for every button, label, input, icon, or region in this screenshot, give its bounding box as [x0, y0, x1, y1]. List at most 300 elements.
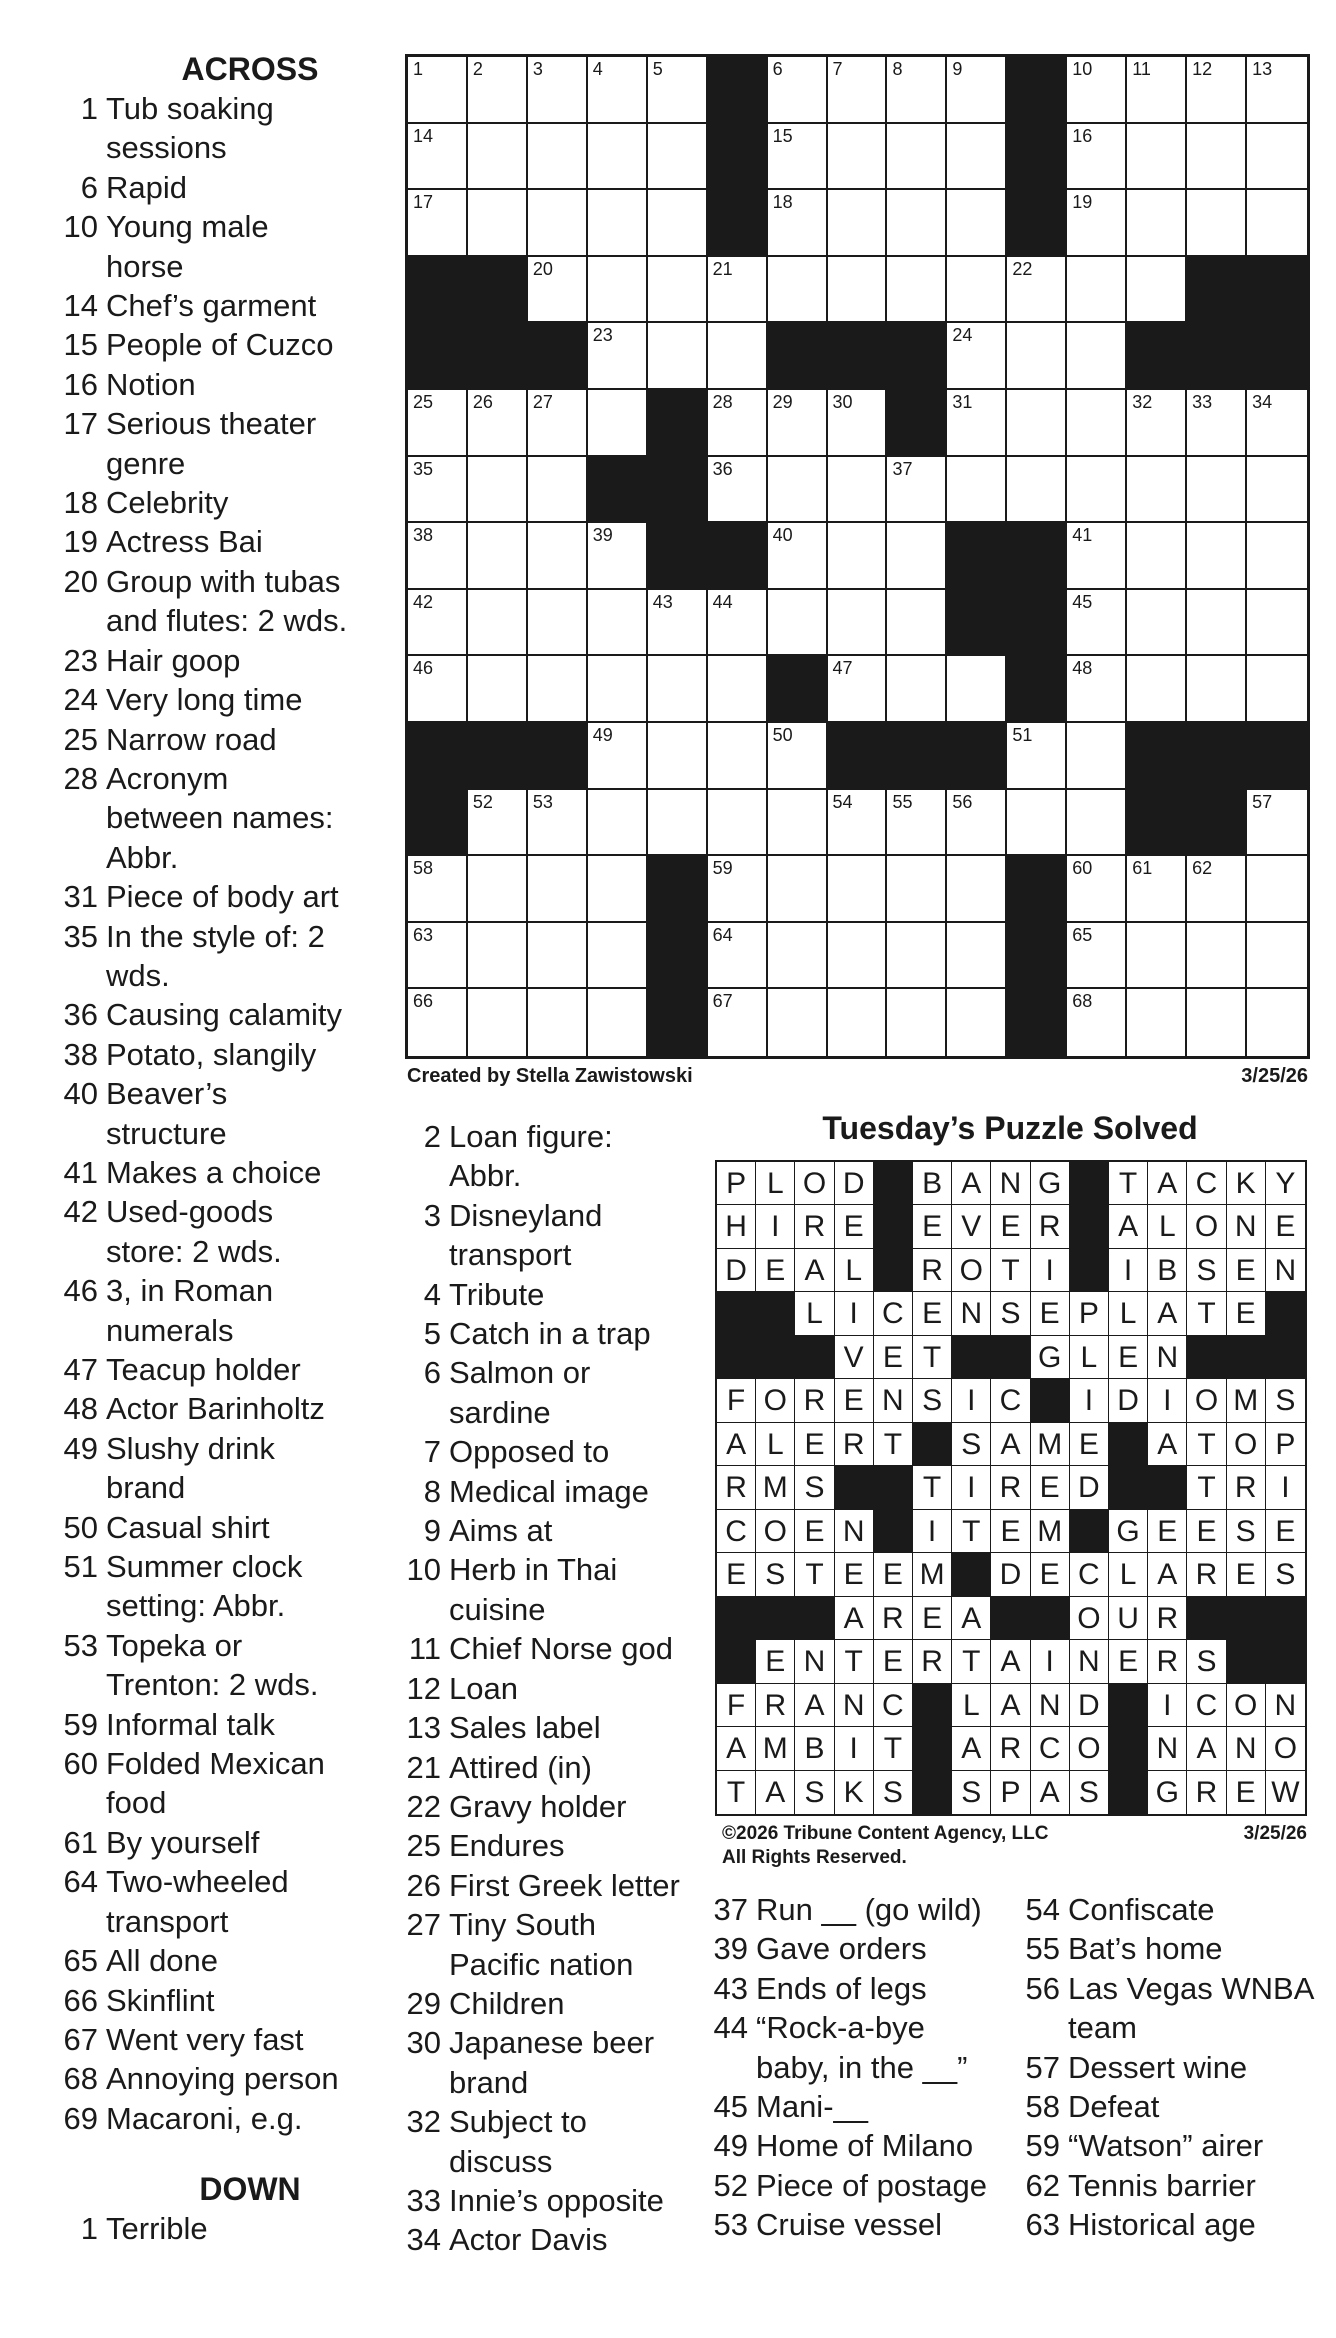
grid-cell[interactable] [588, 856, 648, 923]
cell-number: 21 [712, 258, 733, 279]
grid-cell[interactable] [588, 190, 648, 257]
grid-cell[interactable] [1247, 989, 1307, 1056]
solved-cell: G [1031, 1336, 1070, 1379]
grid-cell[interactable] [828, 257, 888, 324]
grid-cell[interactable] [768, 723, 828, 790]
clue-number: 64 [63, 1864, 98, 1900]
grid-cell[interactable] [708, 323, 768, 390]
grid-cell[interactable] [1007, 790, 1067, 857]
solved-cell: N [835, 1510, 874, 1553]
grid-cell[interactable] [1067, 323, 1127, 390]
grid-cell[interactable] [768, 923, 828, 990]
solved-cell-black [1148, 1466, 1187, 1509]
clue-text: structure [106, 1115, 227, 1151]
clue-text: Cruise vessel [756, 2207, 943, 2243]
grid-cell[interactable] [1067, 257, 1127, 324]
grid-cell[interactable] [528, 790, 588, 857]
grid-cell[interactable] [468, 790, 528, 857]
solved-cell-black [874, 1466, 913, 1509]
solved-cell: I [1109, 1249, 1148, 1292]
solved-cell: O [1227, 1684, 1266, 1727]
solved-cell-black [1266, 1597, 1305, 1640]
grid-cell[interactable] [1007, 723, 1067, 790]
cell-number: 55 [892, 791, 913, 812]
clue-text: Loan figure: [449, 1119, 613, 1154]
grid-cell[interactable] [408, 656, 468, 723]
solved-copyright-line2: All Rights Reserved. [722, 1847, 907, 1868]
solved-cell: E [1031, 1553, 1070, 1596]
solved-cell: S [1187, 1249, 1226, 1292]
grid-cell[interactable] [528, 57, 588, 124]
grid-cell[interactable] [887, 790, 947, 857]
grid-cell-black [408, 723, 468, 790]
clue-text: Gravy holder [449, 1788, 627, 1824]
solved-cell: D [835, 1162, 874, 1205]
clue-text: Pacific nation [449, 1946, 634, 1982]
grid-cell[interactable] [588, 790, 648, 857]
clue-item [60, 1271, 390, 1350]
clue-text: numerals [106, 1312, 234, 1348]
grid-cell[interactable] [887, 856, 947, 923]
grid-cell[interactable] [1067, 790, 1127, 857]
down-clue-list-4 [1022, 1890, 1336, 2245]
grid-cell[interactable] [1187, 856, 1247, 923]
cell-number: 23 [592, 325, 613, 346]
grid-cell[interactable] [1247, 656, 1307, 723]
solved-cell: S [913, 1379, 952, 1422]
grid-cell[interactable] [828, 790, 888, 857]
grid-cell[interactable] [468, 390, 528, 457]
solved-cell: A [991, 1684, 1030, 1727]
grid-cell[interactable] [768, 590, 828, 657]
grid-cell[interactable] [1127, 390, 1187, 457]
clue-number: 21 [406, 1749, 441, 1785]
grid-cell[interactable] [887, 656, 947, 723]
grid-cell[interactable] [1067, 390, 1127, 457]
solved-cell: E [1187, 1510, 1226, 1553]
clue-number: 65 [63, 1943, 98, 1979]
grid-cell[interactable] [468, 590, 528, 657]
grid-cell[interactable] [768, 57, 828, 124]
solved-cell: I [1148, 1684, 1187, 1727]
grid-cell[interactable] [887, 523, 947, 590]
grid-cell[interactable] [947, 390, 1007, 457]
solved-cell: S [756, 1553, 795, 1596]
grid-cell[interactable] [828, 923, 888, 990]
grid-cell[interactable] [588, 124, 648, 191]
grid-cell[interactable] [708, 457, 768, 524]
grid-cell[interactable] [1187, 457, 1247, 524]
clue-number: 27 [406, 1907, 441, 1943]
grid-cell[interactable] [648, 57, 708, 124]
clue-number: 55 [1025, 1931, 1060, 1967]
grid-cell[interactable] [408, 856, 468, 923]
grid-cell[interactable] [468, 523, 528, 590]
solved-cell: M [756, 1466, 795, 1509]
grid-cell[interactable] [708, 723, 768, 790]
grid-cell[interactable] [1187, 923, 1247, 990]
clue-text: By yourself [106, 1824, 260, 1860]
clue-text: Medical image [449, 1473, 649, 1509]
grid-cell[interactable] [468, 457, 528, 524]
grid-cell[interactable] [408, 124, 468, 191]
grid-cell[interactable] [947, 323, 1007, 390]
grid-cell[interactable] [1067, 523, 1127, 590]
grid-cell[interactable] [887, 989, 947, 1056]
grid-cell[interactable] [648, 790, 708, 857]
grid-cell[interactable] [828, 390, 888, 457]
clue-number: 63 [1025, 2207, 1060, 2243]
solved-cell-black [1227, 1640, 1266, 1683]
grid-cell[interactable] [828, 590, 888, 657]
grid-cell[interactable] [588, 57, 648, 124]
grid-cell[interactable] [1247, 923, 1307, 990]
grid-cell[interactable] [1247, 457, 1307, 524]
clue-item [403, 1669, 703, 1708]
solved-cell: O [1266, 1727, 1305, 1770]
grid-cell[interactable] [887, 57, 947, 124]
grid-cell[interactable] [947, 257, 1007, 324]
clue-item [403, 1826, 703, 1865]
solved-cell: E [913, 1292, 952, 1335]
clue-item [60, 759, 390, 877]
solved-cell: I [913, 1510, 952, 1553]
cell-number: 42 [413, 591, 434, 612]
solved-cell: C [991, 1379, 1030, 1422]
grid-cell[interactable] [1007, 390, 1067, 457]
clue-item [1022, 2166, 1336, 2205]
grid-cell[interactable] [588, 989, 648, 1056]
grid-cell[interactable] [588, 590, 648, 657]
grid-cell[interactable] [828, 656, 888, 723]
solved-cell-black [835, 1466, 874, 1509]
solved-cell: A [1109, 1205, 1148, 1248]
cell-number: 51 [1012, 725, 1033, 745]
grid-cell[interactable] [1067, 856, 1127, 923]
grid-cell[interactable] [1127, 989, 1187, 1056]
grid-cell[interactable] [468, 124, 528, 191]
grid-cell-black [408, 323, 468, 390]
grid-cell[interactable] [408, 590, 468, 657]
grid-cell[interactable] [468, 989, 528, 1056]
solved-cell: R [835, 1423, 874, 1466]
grid-cell-black [1187, 790, 1247, 857]
cell-number: 3 [532, 59, 543, 79]
grid-cell[interactable] [1247, 124, 1307, 191]
cell-number: 7 [832, 59, 843, 79]
solved-cell: S [991, 1292, 1030, 1335]
grid-cell[interactable] [408, 923, 468, 990]
grid-cell[interactable] [528, 989, 588, 1056]
solved-cell: E [1227, 1771, 1266, 1814]
grid-cell-black [1247, 323, 1307, 390]
grid-cell[interactable] [708, 656, 768, 723]
grid-cell[interactable] [528, 923, 588, 990]
clue-number: 50 [63, 1509, 98, 1545]
grid-cell[interactable] [468, 190, 528, 257]
grid-cell[interactable] [1247, 523, 1307, 590]
grid-cell[interactable] [1127, 656, 1187, 723]
grid-cell[interactable] [1067, 57, 1127, 124]
grid-cell[interactable] [1187, 590, 1247, 657]
grid-cell[interactable] [1127, 523, 1187, 590]
grid-cell[interactable] [1247, 790, 1307, 857]
grid-cell[interactable] [1067, 923, 1127, 990]
grid-cell[interactable] [947, 656, 1007, 723]
grid-cell[interactable] [648, 190, 708, 257]
grid-cell[interactable] [828, 457, 888, 524]
grid-cell[interactable] [708, 790, 768, 857]
clue-number: 58 [1025, 2089, 1060, 2125]
grid-cell[interactable] [947, 190, 1007, 257]
clue-item [60, 1981, 390, 2020]
grid-cell[interactable] [648, 323, 708, 390]
solved-cell-black [1227, 1336, 1266, 1379]
clue-item [710, 1890, 1020, 1929]
clue-number: 18 [63, 485, 98, 521]
grid-cell[interactable] [1007, 323, 1067, 390]
grid-cell[interactable] [528, 590, 588, 657]
clue-item [60, 2020, 390, 2059]
solved-cell-black [952, 1336, 991, 1379]
clue-number: 53 [713, 2207, 748, 2243]
grid-cell[interactable] [408, 57, 468, 124]
solved-cell: E [874, 1640, 913, 1683]
clue-number: 33 [406, 2182, 441, 2218]
grid-cell[interactable] [708, 989, 768, 1056]
solved-cell: A [795, 1249, 834, 1292]
clue-text: All done [106, 1943, 219, 1979]
grid-cell[interactable] [588, 723, 648, 790]
solved-cell: R [717, 1466, 756, 1509]
solved-cell: C [1070, 1553, 1109, 1596]
grid-cell[interactable] [408, 190, 468, 257]
grid-cell[interactable] [708, 856, 768, 923]
grid-cell[interactable] [708, 590, 768, 657]
grid-cell[interactable] [588, 390, 648, 457]
grid-cell[interactable] [1247, 590, 1307, 657]
clue-number: 13 [406, 1710, 441, 1746]
cell-number: 57 [1252, 791, 1273, 812]
grid-cell[interactable] [1007, 457, 1067, 524]
grid-cell[interactable] [768, 390, 828, 457]
grid-cell[interactable] [528, 190, 588, 257]
grid-cell[interactable] [887, 190, 947, 257]
grid-cell[interactable] [528, 856, 588, 923]
solved-cell: G [1148, 1771, 1187, 1814]
clue-text: Notion [106, 366, 196, 402]
grid-cell[interactable] [1127, 590, 1187, 657]
grid-cell[interactable] [648, 257, 708, 324]
cell-number: 36 [712, 458, 733, 479]
grid-cell[interactable] [828, 856, 888, 923]
grid-cell[interactable] [768, 124, 828, 191]
grid-cell[interactable] [1187, 523, 1247, 590]
grid-cell[interactable] [588, 523, 648, 590]
solved-cell: R [1031, 1205, 1070, 1248]
solved-cell: R [1187, 1771, 1226, 1814]
grid-cell[interactable] [408, 457, 468, 524]
grid-cell[interactable] [887, 590, 947, 657]
grid-cell[interactable] [468, 57, 528, 124]
grid-cell[interactable] [1127, 257, 1187, 324]
grid-cell[interactable] [528, 457, 588, 524]
grid-cell[interactable] [528, 656, 588, 723]
grid-cell[interactable] [947, 57, 1007, 124]
clue-item [403, 1472, 703, 1511]
grid-cell[interactable] [1067, 723, 1127, 790]
grid-cell[interactable] [1127, 190, 1187, 257]
grid-cell[interactable] [828, 124, 888, 191]
grid-cell[interactable] [648, 656, 708, 723]
grid-cell[interactable] [887, 124, 947, 191]
grid-cell[interactable] [468, 923, 528, 990]
cell-number: 40 [772, 525, 793, 546]
clue-item [1022, 2205, 1336, 2244]
clue-number: 34 [406, 2222, 441, 2258]
cell-number: 4 [592, 59, 603, 79]
clue-item [60, 1429, 390, 1508]
cell-number: 65 [1072, 924, 1093, 945]
clue-text: Rapid [106, 169, 187, 205]
clue-item [403, 1275, 703, 1314]
grid-cell[interactable] [1247, 57, 1307, 124]
grid-cell[interactable] [828, 989, 888, 1056]
clue-text: baby, in the __” [756, 2049, 968, 2085]
clue-text: food [106, 1785, 167, 1821]
cell-number: 58 [413, 858, 434, 879]
grid-cell[interactable] [708, 390, 768, 457]
grid-cell[interactable] [408, 989, 468, 1056]
grid-cell[interactable] [408, 523, 468, 590]
grid-cell[interactable] [768, 989, 828, 1056]
clue-item [60, 1744, 390, 1823]
grid-cell[interactable] [648, 590, 708, 657]
solved-cell: R [913, 1640, 952, 1683]
clue-item [60, 1389, 390, 1428]
grid-cell[interactable] [708, 923, 768, 990]
grid-cell[interactable] [528, 390, 588, 457]
solved-cell: Y [1266, 1162, 1305, 1205]
grid-cell[interactable] [1187, 124, 1247, 191]
grid-cell[interactable] [1067, 989, 1127, 1056]
grid-cell[interactable] [1187, 390, 1247, 457]
grid-cell-black [947, 590, 1007, 657]
grid-cell[interactable] [588, 323, 648, 390]
grid-cell[interactable] [887, 257, 947, 324]
grid-cell[interactable] [588, 257, 648, 324]
across-heading: ACROSS [181, 51, 319, 87]
solved-cell: H [717, 1205, 756, 1248]
solved-cell: I [1148, 1379, 1187, 1422]
clue-text: genre [106, 445, 186, 481]
grid-cell-black [1187, 257, 1247, 324]
grid-cell[interactable] [1127, 124, 1187, 191]
grid-cell[interactable] [1067, 590, 1127, 657]
grid-cell[interactable] [1067, 457, 1127, 524]
solved-cell: S [952, 1423, 991, 1466]
clue-text: Young male [106, 209, 269, 245]
clue-text: Gave orders [756, 1931, 927, 1967]
cell-number: 44 [712, 591, 733, 612]
solved-cell: A [717, 1727, 756, 1770]
clue-number: 32 [406, 2104, 441, 2140]
grid-cell[interactable] [947, 457, 1007, 524]
cell-number: 64 [712, 924, 733, 945]
grid-cell[interactable] [588, 923, 648, 990]
grid-cell[interactable] [1127, 457, 1187, 524]
cell-number: 67 [712, 991, 733, 1012]
grid-cell[interactable] [1067, 190, 1127, 257]
grid-cell[interactable] [1247, 390, 1307, 457]
grid-cell[interactable] [528, 257, 588, 324]
solved-cell: C [1187, 1162, 1226, 1205]
grid-cell[interactable] [947, 124, 1007, 191]
grid-cell[interactable] [1187, 656, 1247, 723]
grid-cell[interactable] [768, 257, 828, 324]
grid-cell[interactable] [1187, 989, 1247, 1056]
grid-cell[interactable] [1247, 856, 1307, 923]
solved-cell-black [756, 1336, 795, 1379]
grid-cell[interactable] [768, 523, 828, 590]
grid-cell[interactable] [1247, 190, 1307, 257]
solved-cell: P [1266, 1423, 1305, 1466]
grid-cell[interactable] [528, 124, 588, 191]
grid-cell[interactable] [1187, 190, 1247, 257]
clue-item [60, 2059, 390, 2098]
grid-cell[interactable] [1067, 656, 1127, 723]
solved-cell: E [913, 1597, 952, 1640]
grid-cell[interactable] [768, 190, 828, 257]
grid-cell[interactable] [1127, 923, 1187, 990]
grid-cell[interactable] [828, 57, 888, 124]
grid-cell[interactable] [1127, 856, 1187, 923]
grid-cell[interactable] [887, 923, 947, 990]
grid-cell[interactable] [768, 790, 828, 857]
cell-number: 32 [1132, 392, 1153, 412]
cell-number: 47 [832, 658, 853, 679]
grid-cell[interactable] [708, 257, 768, 324]
grid-cell[interactable] [408, 390, 468, 457]
grid-cell-black [708, 57, 768, 124]
clue-number: 38 [63, 1036, 98, 1072]
grid-cell[interactable] [887, 457, 947, 524]
grid-cell[interactable] [947, 989, 1007, 1056]
grid-cell[interactable] [648, 723, 708, 790]
grid-cell[interactable] [468, 656, 528, 723]
grid-cell[interactable] [947, 856, 1007, 923]
grid-cell[interactable] [588, 656, 648, 723]
grid-cell[interactable] [768, 856, 828, 923]
clue-number: 54 [1025, 1892, 1060, 1927]
grid-cell[interactable] [1187, 57, 1247, 124]
solved-cell-black [717, 1336, 756, 1379]
grid-cell[interactable] [828, 523, 888, 590]
grid-cell[interactable] [1067, 124, 1127, 191]
grid-cell[interactable] [468, 856, 528, 923]
solved-cell-black [1227, 1597, 1266, 1640]
grid-cell[interactable] [528, 523, 588, 590]
grid-cell[interactable] [768, 457, 828, 524]
grid-cell[interactable] [648, 124, 708, 191]
solved-cell: S [1187, 1640, 1226, 1683]
grid-cell[interactable] [1007, 257, 1067, 324]
grid-cell[interactable] [1127, 57, 1187, 124]
grid-cell[interactable] [947, 790, 1007, 857]
grid-cell[interactable] [828, 190, 888, 257]
grid-cell[interactable] [947, 923, 1007, 990]
clue-text: Topeka or [106, 1627, 243, 1663]
